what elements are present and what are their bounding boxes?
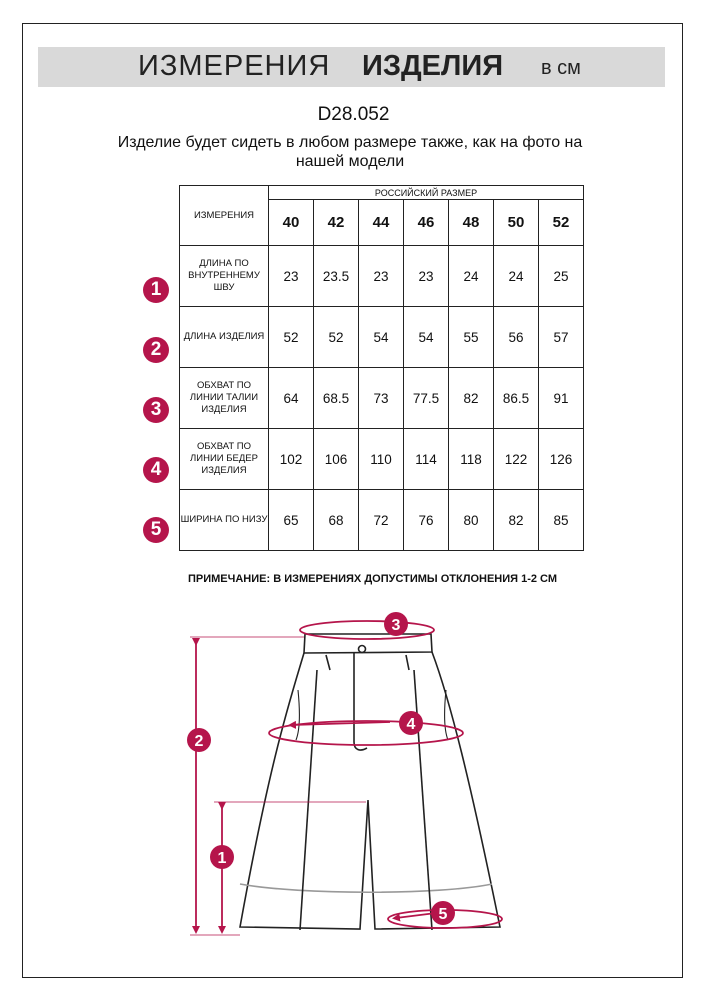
table-cell: 82 (449, 368, 494, 429)
row-label: ДЛИНА ИЗДЕЛИЯ (180, 307, 269, 368)
table-row (180, 490, 584, 551)
row-label: ДЛИНА ПО ВНУТРЕННЕМУ ШВУ (180, 246, 269, 307)
table-cell: 86.5 (494, 368, 539, 429)
table-cell: 68.5 (314, 368, 359, 429)
marker-3 (384, 612, 408, 636)
table-cell: 126 (539, 429, 584, 490)
size-cell: 48 (449, 200, 494, 246)
table-cell: 54 (359, 307, 404, 368)
shorts-diagram (0, 600, 707, 940)
row-number-badge: 1 (143, 277, 169, 303)
row-label: ОБХВАТ ПО ЛИНИИ БЕДЕР ИЗДЕЛИЯ (180, 429, 269, 490)
size-cell: 50 (494, 200, 539, 246)
table-row (180, 368, 584, 429)
table-cell: 25 (539, 246, 584, 307)
svg-text:2: 2 (194, 733, 204, 750)
table-cell: 23 (359, 246, 404, 307)
row-label: ШИРИНА ПО НИЗУ (180, 490, 269, 551)
row-number-badge: 3 (143, 397, 169, 423)
tolerance-note: ПРИМЕЧАНИЕ: В ИЗМЕРЕНИЯХ ДОПУСТИМЫ ОТКЛОНЕНИЯ 1-2 СМ (187, 573, 558, 585)
svg-text:3: 3 (391, 617, 401, 634)
table-cell: 73 (359, 368, 404, 429)
table-row (180, 246, 584, 307)
table-cell: 23.5 (314, 246, 359, 307)
row-label: ОБХВАТ ПО ЛИНИИ ТАЛИИ ИЗДЕЛИЯ (180, 368, 269, 429)
table-cell: 102 (269, 429, 314, 490)
table-cell: 64 (269, 368, 314, 429)
fit-note: Изделие будет сидеть в любом размере также, как на фото на нашей модели (117, 134, 583, 170)
table-cell: 72 (359, 490, 404, 551)
table-cell: 80 (449, 490, 494, 551)
table-cell: 118 (449, 429, 494, 490)
table-cell: 68 (314, 490, 359, 551)
size-cell: 44 (359, 200, 404, 246)
size-header: РОССИЙСКИЙ РАЗМЕР (269, 186, 584, 200)
title-measurements: ИЗМЕРЕНИЯ (138, 50, 331, 82)
table-cell: 91 (539, 368, 584, 429)
table-row (180, 429, 584, 490)
shorts-outline (240, 634, 500, 930)
svg-text:4: 4 (406, 716, 416, 733)
table-cell: 23 (404, 246, 449, 307)
table-cell: 85 (539, 490, 584, 551)
table-cell: 110 (359, 429, 404, 490)
measurement-marks (190, 621, 502, 935)
table-cell: 54 (404, 307, 449, 368)
table-cell: 57 (539, 307, 584, 368)
table-cell: 24 (494, 246, 539, 307)
table-cell: 56 (494, 307, 539, 368)
table-cell: 52 (314, 307, 359, 368)
table-cell: 55 (449, 307, 494, 368)
marker-1 (210, 845, 234, 869)
marker-2 (187, 728, 211, 752)
table-cell: 77.5 (404, 368, 449, 429)
marker-5 (431, 901, 455, 925)
table-cell: 106 (314, 429, 359, 490)
table-cell: 114 (404, 429, 449, 490)
title-product: ИЗДЕЛИЯ (362, 50, 504, 82)
measure-header: ИЗМЕРЕНИЯ (180, 186, 269, 246)
size-cell: 52 (539, 200, 584, 246)
marker-4 (399, 711, 423, 735)
size-cell: 40 (269, 200, 314, 246)
table-cell: 24 (449, 246, 494, 307)
diagram-markers (187, 612, 455, 925)
svg-text:5: 5 (438, 906, 448, 923)
svg-text:1: 1 (217, 850, 227, 867)
product-code: D28.052 (317, 104, 390, 125)
row-number-badge: 4 (143, 457, 169, 483)
row-number-badge: 2 (143, 337, 169, 363)
table-cell: 122 (494, 429, 539, 490)
table-cell: 52 (269, 307, 314, 368)
row-number-badge: 5 (143, 517, 169, 543)
table-cell: 65 (269, 490, 314, 551)
size-cell: 46 (404, 200, 449, 246)
table-cell: 82 (494, 490, 539, 551)
table-cell: 76 (404, 490, 449, 551)
table-row (180, 307, 584, 368)
title-unit: в см (541, 57, 581, 79)
size-cell: 42 (314, 200, 359, 246)
size-table (179, 185, 584, 551)
table-cell: 23 (269, 246, 314, 307)
